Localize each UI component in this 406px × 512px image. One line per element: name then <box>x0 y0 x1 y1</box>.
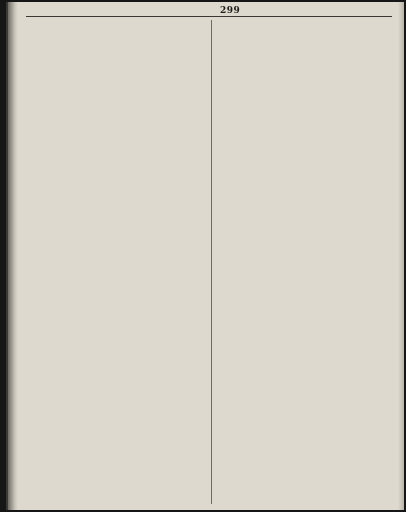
column-divider <box>211 20 212 504</box>
header-rule <box>26 16 392 17</box>
text-column-right <box>219 20 394 504</box>
text-column-left <box>24 20 199 504</box>
page-number: 299 <box>220 6 241 16</box>
scanned-page <box>6 2 404 510</box>
page-edge-shadow <box>398 2 404 510</box>
page-gutter-shadow <box>8 2 18 510</box>
